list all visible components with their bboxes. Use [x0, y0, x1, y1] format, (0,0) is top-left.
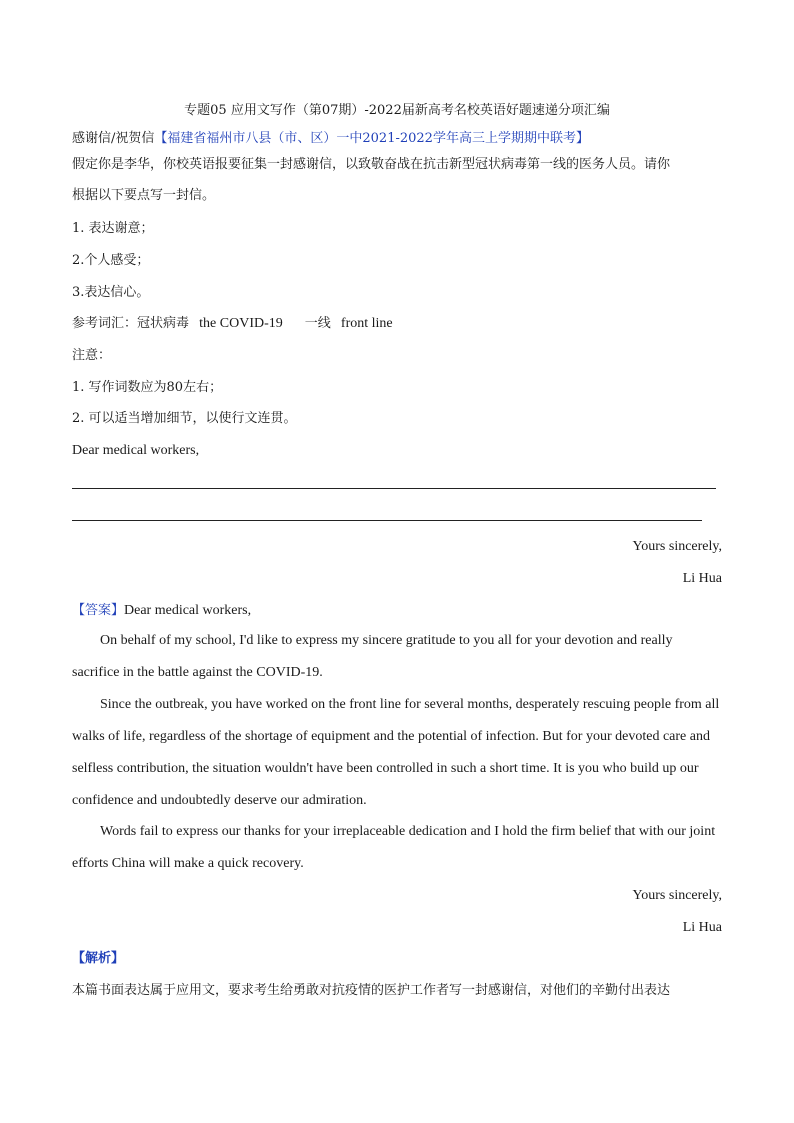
prompt-line-2: 根据以下要点写一封信。 — [72, 188, 216, 203]
question-salutation: Dear medical workers, — [72, 443, 200, 458]
vocab-label: 参考词汇：冠状病毒 — [72, 316, 190, 331]
writing-line — [72, 520, 702, 521]
vocab-line — [72, 315, 393, 333]
analysis-text: 本篇书面表达属于应用文，要求考生给勇敢对抗疫情的医护工作者写一封感谢信，对他们的辛勤付出表达 — [72, 983, 671, 998]
answer-line: Since the outbreak, you have worked on the front line for several months, desperately rescuing people from all — [100, 697, 720, 712]
point-item: 3.表达信心。 — [72, 285, 150, 300]
question-closing: Yours sincerely, — [632, 539, 722, 554]
vocab-term-2-zh: 一线 — [304, 316, 331, 331]
vocab-term-2-en: front line — [340, 316, 393, 331]
question-type-label: 感谢信/祝贺信 — [72, 131, 155, 146]
analysis-label: 【解析】 — [72, 951, 125, 966]
answer-line: sacrifice in the battle against the COVID-19. — [72, 665, 323, 680]
writing-line — [72, 488, 716, 489]
notes-title: 注意： — [72, 348, 112, 363]
question-source: 【福建省福州市八县（市、区）一中2021-2022学年高三上学期期中联考】 — [154, 131, 589, 146]
answer-line: selfless contribution, the situation wouldn't have been controlled in such a short time. It is you who build up our — [72, 761, 699, 776]
answer-line: efforts China will make a quick recovery. — [72, 856, 304, 871]
answer-salutation: Dear medical workers, — [124, 603, 252, 618]
answer-line: On behalf of my school, I'd like to express my sincere gratitude to you all for your devotion and really — [100, 633, 673, 648]
answer-line: walks of life, regardless of the shortage of equipment and the potential of infection. But for your devoted care and — [72, 729, 710, 744]
point-item: 2.个人感受； — [72, 253, 150, 268]
answer-line: Words fail to express our thanks for your irreplaceable dedication and I hold the firm belief that with our joint — [100, 824, 716, 839]
page-header: 专题05 应用文写作（第07期）-2022届新高考名校英语好题速递分项汇编 — [184, 103, 610, 118]
answer-closing: Yours sincerely, — [632, 888, 722, 903]
answer-signature: Li Hua — [682, 920, 722, 935]
answer-line: confidence and undoubtedly deserve our admiration. — [72, 793, 367, 808]
answer-label: 【答案】 — [72, 603, 125, 618]
question-signature: Li Hua — [682, 571, 722, 586]
question-title — [72, 130, 589, 148]
prompt-line-1: 假定你是李华，你校英语报要征集一封感谢信，以致敬奋战在抗击新型冠状病毒第一线的医务人员。请你 — [72, 157, 671, 172]
point-item: 1. 表达谢意； — [72, 221, 154, 236]
answer-heading — [72, 601, 251, 620]
note-item: 2. 可以适当增加细节，以使行文连贯。 — [72, 411, 297, 426]
vocab-term-1: the COVID-19 — [199, 316, 283, 331]
note-item: 1. 写作词数应为80左右； — [72, 380, 223, 395]
